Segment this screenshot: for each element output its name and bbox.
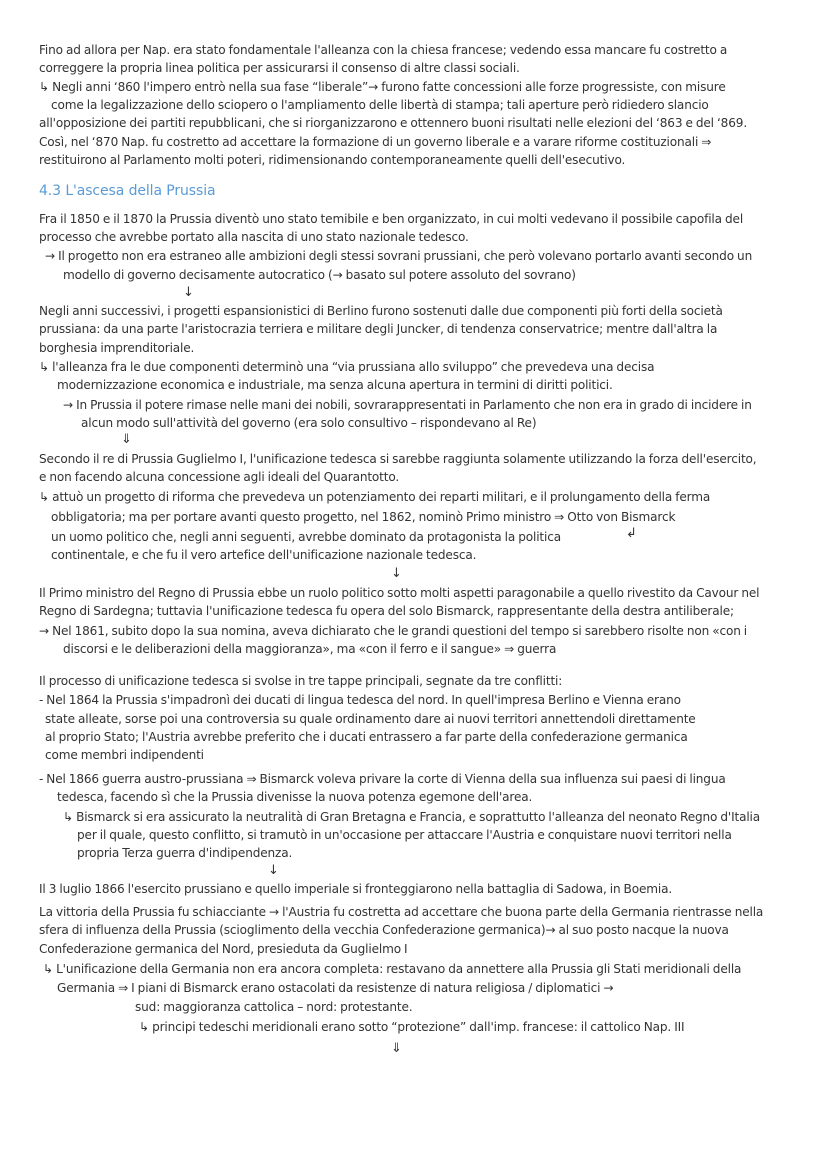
text-line: discorsi e le deliberazioni della maggioranza», ma «con il ferro e il sangue» ⇒ guerra	[63, 642, 557, 656]
hook-arrow-icon: ↲	[626, 526, 637, 541]
text-line: modello di governo decisamente autocratico (→ basato sul potere assoluto del sovrano)	[63, 268, 576, 282]
text-line: e non facendo alcuna concessione agli ideali del Quarantotto.	[39, 470, 400, 484]
text-line: prussiana: da una parte l'aristocrazia terriera e militare degli Juncker, di tendenza conservatrice; mentre dall'altra la	[39, 322, 718, 336]
down-arrow-icon: ↓	[268, 863, 279, 878]
down-arrow-icon: ↓	[391, 566, 402, 581]
text-line: sfera di influenza della Prussia (scioglimento della vecchia Confederazione germanica)→ al suo posto nacque la nuova	[39, 923, 729, 937]
text-line: tedesca, facendo sì che la Prussia divenisse la nuova potenza egemone dell'area.	[57, 790, 533, 804]
text-line: Confederazione germanica del Nord, presieduta da Guglielmo I	[39, 942, 408, 956]
text-line: per il quale, questo conflitto, si tramutò in un'occasione per attaccare l'Austria e conquistare nuovi territori nella	[77, 828, 732, 842]
text-line: - Nel 1864 la Prussia s'impadronì dei ducati di lingua tedesca del nord. In quell'impresa Berlino e Vienna erano	[39, 693, 681, 707]
text-line: La vittoria della Prussia fu schiacciante → l'Austria fu costretta ad accettare che buona parte della Germania rientrasse nella	[39, 905, 764, 919]
text-line: ↳ Bismarck si era assicurato la neutralità di Gran Bretagna e Francia, e soprattutto l'alleanza del neonato Regno d'Italia	[63, 810, 761, 824]
text-line: ↳ principi tedeschi meridionali erano sotto “protezione” dall'imp. francese: il cattolico Nap. III	[139, 1020, 685, 1034]
text-line: come la legalizzazione dello sciopero o l'ampliamento delle libertà di stampa; tali aperture però ridiedero slancio	[51, 98, 709, 112]
section-heading: 4.3 L'ascesa della Prussia	[39, 183, 216, 199]
text-line: all'opposizione dei partiti repubblicani, che si riorganizzarono e ottennero buoni risultati nelle elezioni del ‘863 e del ‘869.	[39, 116, 748, 130]
text-line: propria Terza guerra d'indipendenza.	[77, 846, 293, 860]
text-line: - Nel 1866 guerra austro-prussiana ⇒ Bismarck voleva privare la corte di Vienna della sua influenza sui paesi di lingua	[39, 772, 726, 786]
text-line: Così, nel ‘870 Nap. fu costretto ad accettare la formazione di un governo liberale e a varare riforme costituzionali ⇒	[39, 135, 712, 149]
text-line: Negli anni successivi, i progetti espansionistici di Berlino furono sostenuti dalle due componenti più forti della società	[39, 304, 723, 318]
text-line: → Nel 1861, subito dopo la sua nomina, aveva dichiarato che le grandi questioni del tempo si sarebbero risolte non «con i	[39, 624, 748, 638]
text-line: correggere la propria linea politica per assicurarsi il consenso di altre classi sociali.	[39, 61, 520, 75]
text-line: → Il progetto non era estraneo alle ambizioni degli stessi sovrani prussiani, che però volevano portarlo avanti secondo un	[45, 249, 753, 263]
text-line: continentale, e che fu il vero artefice dell'unificazione nazionale tedesca.	[51, 548, 477, 562]
text-line: Fra il 1850 e il 1870 la Prussia diventò uno stato temibile e ben organizzato, in cui molti vedevano il possibile capofila del	[39, 212, 744, 226]
text-line: Il Primo ministro del Regno di Prussia ebbe un ruolo politico sotto molti aspetti paragonabile a quello rivestito da Cavour nel	[39, 586, 760, 600]
text-line: alcun modo sull'attività del governo (era solo consultivo – rispondevano al Re)	[81, 416, 537, 430]
double-down-arrow-icon: ⇓	[391, 1041, 402, 1056]
text-line: processo che avrebbe portato alla nascita di uno stato nazionale tedesco.	[39, 230, 469, 244]
text-line: state alleate, sorse poi una controversia su quale ordinamento dare ai nuovi territori annettendoli direttamente	[45, 712, 696, 726]
text-line: ↳ attuò un progetto di riforma che prevedeva un potenziamento dei reparti militari, e il prolungamento della ferma	[39, 490, 711, 504]
double-down-arrow-icon: ⇓	[121, 432, 132, 447]
text-line: ↳ L'unificazione della Germania non era ancora completa: restavano da annettere alla Prussia gli Stati meridionali della	[43, 962, 742, 976]
text-line: restituirono al Parlamento molti poteri, ridimensionando contemporaneamente quelli dell'esecutivo.	[39, 153, 626, 167]
text-line: obbligatoria; ma per portare avanti questo progetto, nel 1862, nominò Primo ministro ⇒ Otto von Bismarck	[51, 510, 676, 524]
text-line: modernizzazione economica e industriale, ma senza alcuna apertura in termini di diritti politici.	[57, 378, 613, 392]
text-line: Fino ad allora per Nap. era stato fondamentale l'alleanza con la chiesa francese; vedendo essa mancare fu costretto a	[39, 43, 728, 57]
text-line: ↳ Negli anni ‘860 l'impero entrò nella sua fase “liberale”→ furono fatte concessioni alle forze progressiste, con misure	[39, 80, 726, 94]
text-line: Regno di Sardegna; tuttavia l'unificazione tedesca fu opera del solo Bismarck, rappresentante della destra antiliberale;	[39, 604, 734, 618]
text-line: Secondo il re di Prussia Guglielmo I, l'unificazione tedesca si sarebbe raggiunta solamente utilizzando la forza dell'esercito,	[39, 452, 757, 466]
text-line: ↳ l'alleanza fra le due componenti determinò una “via prussiana allo sviluppo” che prevedeva una decisa	[39, 360, 655, 374]
text-line: Germania ⇒ I piani di Bismarck erano ostacolati da resistenze di natura religiosa / diplomatici →	[57, 981, 614, 995]
text-line: borghesia imprenditoriale.	[39, 341, 195, 355]
text-line: → In Prussia il potere rimase nelle mani dei nobili, sovrarappresentati in Parlamento che non era in grado di incidere in	[63, 398, 752, 412]
text-line: Il 3 luglio 1866 l'esercito prussiano e quello imperiale si fronteggiarono nella battaglia di Sadowa, in Boemia.	[39, 882, 673, 896]
text-line: sud: maggioranza cattolica – nord: protestante.	[135, 1000, 413, 1014]
text-line: Il processo di unificazione tedesca si svolse in tre tappe principali, segnate da tre conflitti:	[39, 674, 563, 688]
down-arrow-icon: ↓	[183, 285, 194, 300]
text-line: come membri indipendenti	[45, 748, 204, 762]
text-line: al proprio Stato; l'Austria avrebbe preferito che i ducati entrassero a far parte della confederazione germanica	[45, 730, 688, 744]
text-line: un uomo politico che, negli anni seguenti, avrebbe dominato da protagonista la politica	[51, 530, 561, 544]
